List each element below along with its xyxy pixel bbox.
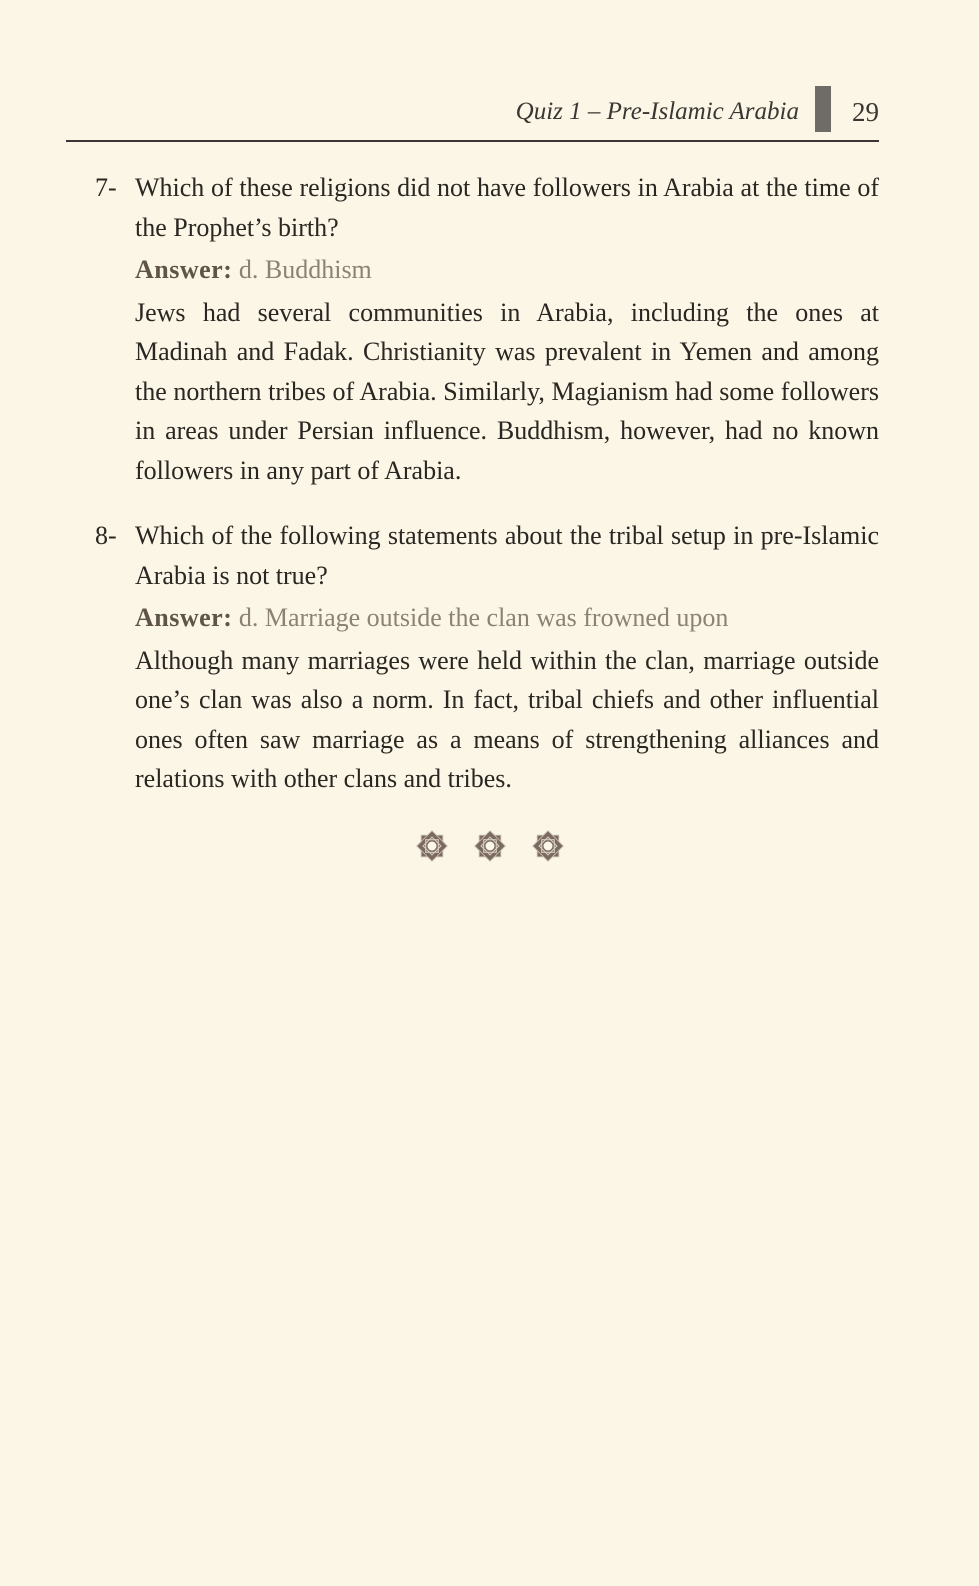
islamic-star-ornament-icon xyxy=(530,828,566,869)
question-text: Which of these religions did not have followers in Arabia at the time of the Prophet’s birth? xyxy=(135,173,879,242)
islamic-star-ornament-icon xyxy=(472,828,508,869)
section-ornaments xyxy=(0,828,979,869)
question-number: 7- xyxy=(95,173,117,202)
question-7 xyxy=(95,168,879,490)
header-bar xyxy=(815,86,831,132)
explanation: Jews had several communities in Arabia, including the ones at Madinah and Fadak. Christianity was prevalent in Yemen and among the northern tribes of Arabia. Similarly, Magianism had some followers in areas under Persian influence. Buddhism, however, had no known followers in any part of Arabia. xyxy=(135,297,879,485)
answer xyxy=(135,250,879,290)
islamic-star-ornament-icon xyxy=(414,828,450,869)
page-number: 29 xyxy=(852,97,879,127)
answer-text: d. Buddhism xyxy=(238,255,372,284)
question-8 xyxy=(95,516,879,799)
question-number: 8- xyxy=(95,521,117,550)
answer-label: Answer: xyxy=(135,603,233,632)
explanation: Although many marriages were held within the clan, marriage outside one’s clan was also a norm. In fact, tribal chiefs and other influential ones often saw marriage as a means of strengthening alliances and relations with other clans and tribes. xyxy=(135,645,879,793)
running-header xyxy=(66,88,879,142)
answer-text: d. Marriage outside the clan was frowned upon xyxy=(238,603,729,632)
question-text: Which of the following statements about the tribal setup in pre-Islamic Arabia is not true? xyxy=(135,521,879,590)
header-title: Quiz 1 – Pre-Islamic Arabia xyxy=(515,98,799,125)
answer-label: Answer: xyxy=(135,255,233,284)
answer xyxy=(135,598,879,638)
